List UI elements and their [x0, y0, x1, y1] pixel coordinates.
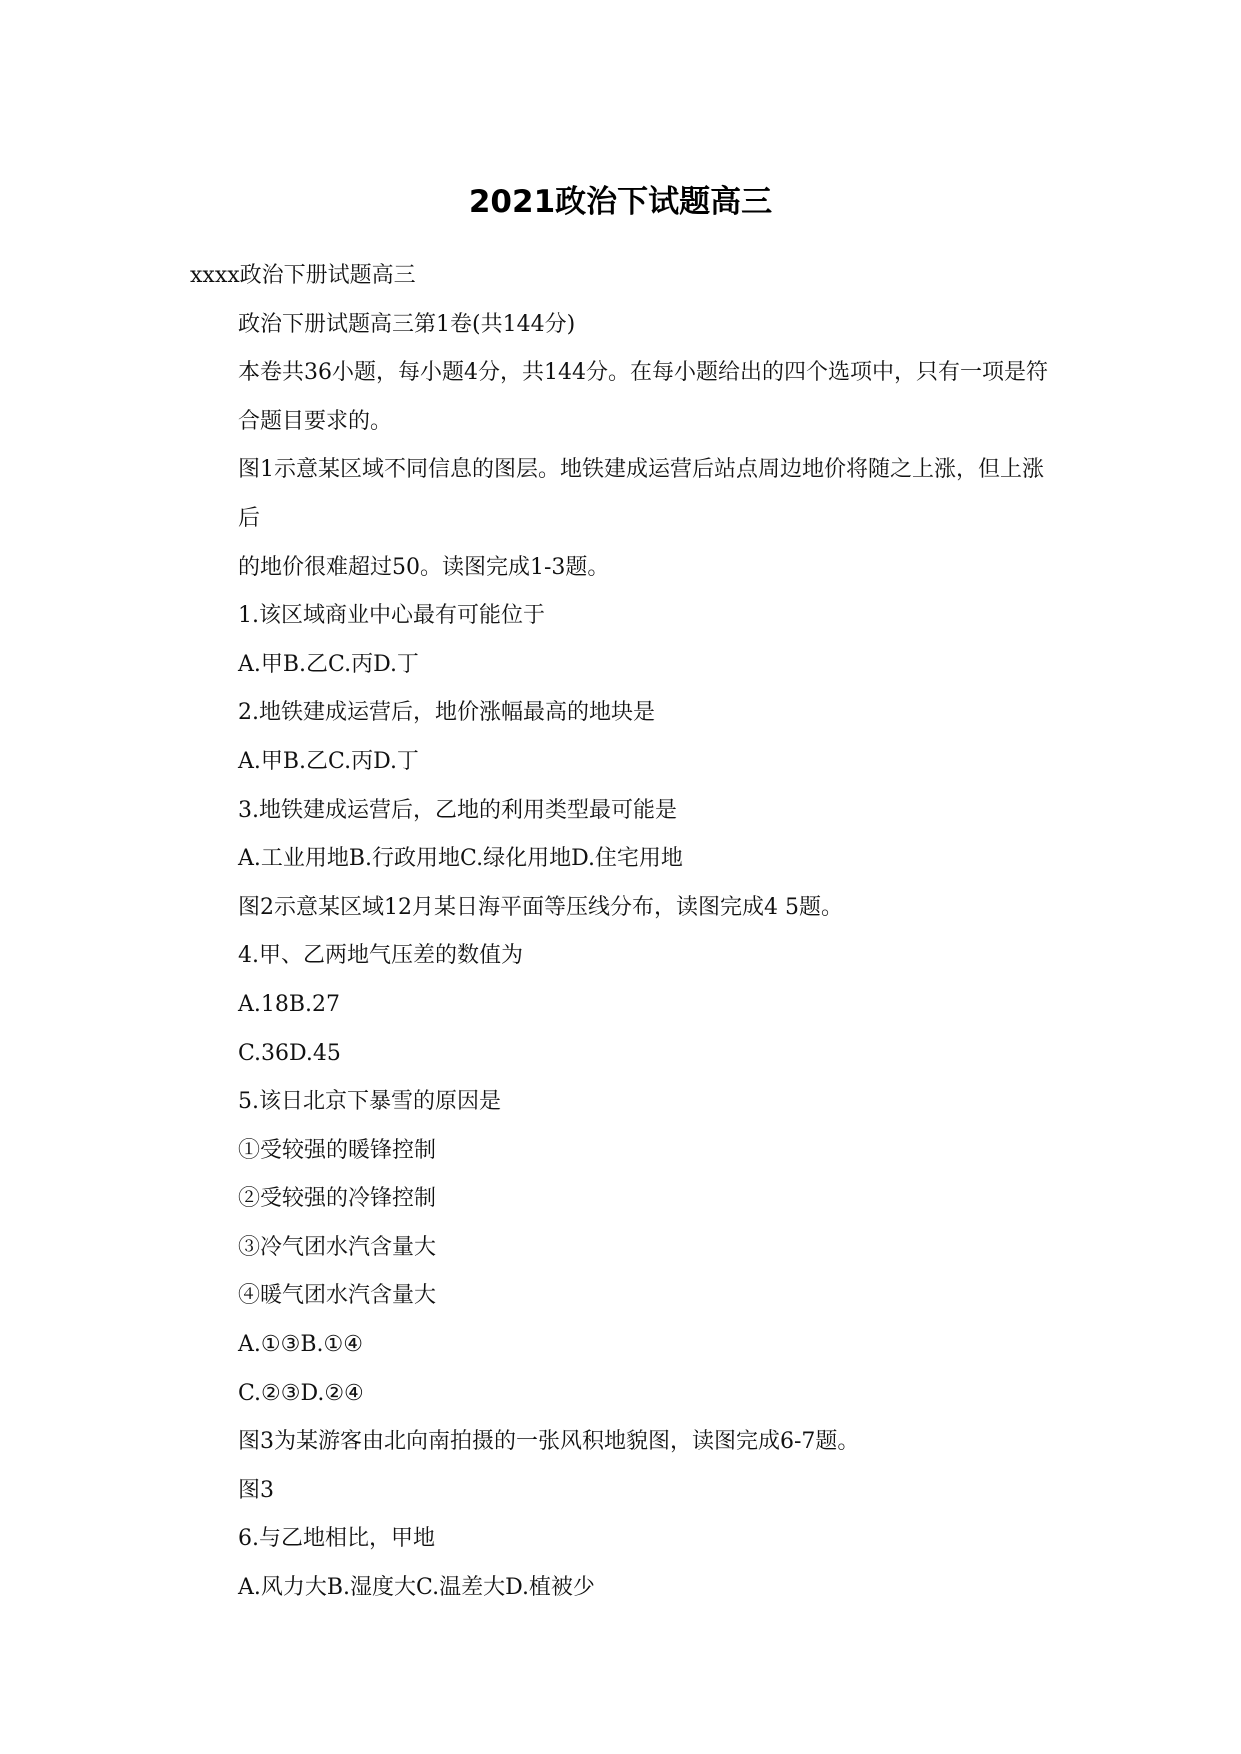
section-heading: 政治下册试题高三第1卷(共144分) — [238, 311, 576, 337]
question-5-statement-3: ③冷气团水汽含量大 — [238, 1234, 437, 1260]
figure3-intro: 图3为某游客由北向南拍摄的一张风积地貌图，读图完成6-7题。 — [238, 1429, 860, 1455]
question-1: 1.该区域商业中心最有可能位于 — [238, 603, 545, 629]
figure1-intro-cont: 的地价很难超过50。读图完成1-3题。 — [238, 554, 610, 580]
question-1-options: A.甲B.乙C.丙D.丁 — [238, 651, 419, 677]
document-title: 2021政治下试题高三 — [468, 184, 773, 220]
question-5-options-cd: C.②③D.②④ — [238, 1380, 364, 1406]
question-2: 2.地铁建成运营后，地价涨幅最高的地块是 — [238, 700, 655, 726]
instructions-paragraph: 本卷共36小题，每小题4分，共144分。在每小题给出的四个选项中，只有一项是符合题目要求的。 — [238, 360, 1048, 434]
figure1-intro: 图1示意某区域不同信息的图层。地铁建成运营后站点周边地价将随之上涨，但上涨后 — [238, 457, 1044, 531]
question-5: 5.该日北京下暴雪的原因是 — [238, 1089, 501, 1115]
question-5-statement-4: ④暖气团水汽含量大 — [238, 1283, 437, 1309]
question-2-options: A.甲B.乙C.丙D.丁 — [238, 748, 419, 774]
question-4: 4.甲、乙两地气压差的数值为 — [238, 943, 523, 969]
question-6: 6.与乙地相比，甲地 — [238, 1526, 435, 1552]
question-4-options-ab: A.18B.27 — [238, 991, 341, 1017]
question-5-options-ab: A.①③B.①④ — [238, 1332, 363, 1358]
question-3: 3.地铁建成运营后，乙地的利用类型最可能是 — [238, 797, 677, 823]
figure3-label: 图3 — [238, 1477, 274, 1503]
question-6-options: A.风力大B.湿度大C.温差大D.植被少 — [238, 1575, 595, 1601]
doc-subtitle: xxxx政治下册试题高三 — [190, 263, 416, 288]
question-3-options: A.工业用地B.行政用地C.绿化用地D.住宅用地 — [238, 846, 683, 872]
figure2-intro: 图2示意某区域12月某日海平面等压线分布，读图完成4 5题。 — [238, 894, 843, 920]
question-5-statement-1: ①受较强的暖锋控制 — [238, 1137, 437, 1163]
question-4-options-cd: C.36D.45 — [238, 1040, 341, 1066]
question-5-statement-2: ②受较强的冷锋控制 — [238, 1186, 437, 1212]
document-body — [190, 252, 1058, 1613]
